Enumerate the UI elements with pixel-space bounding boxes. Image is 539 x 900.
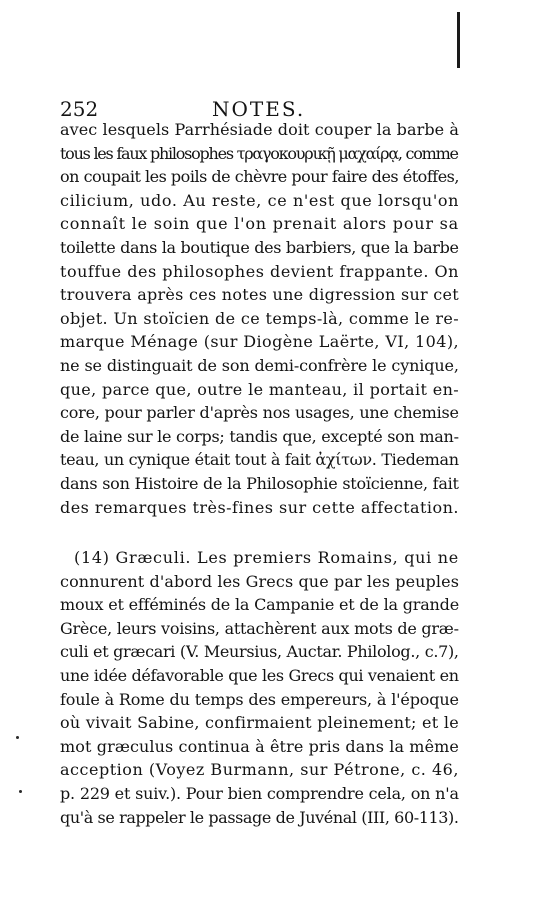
page-number: 252 xyxy=(60,97,99,121)
text-line: objet. Un stoïcien de ce temps-là, comme le re- xyxy=(60,308,459,328)
text-line: avec lesquels Parrhésiade doit couper la barbe à xyxy=(60,120,459,139)
text-line: touffue des philosophes devient frappante. On xyxy=(60,261,459,281)
text-line: une idée défavorable que les Grecs qui venaient en xyxy=(60,665,459,685)
text-line: core, pour parler d'après nos usages, une chemise xyxy=(60,403,459,423)
notes-paragraph-2 xyxy=(60,546,460,829)
text-line: marque Ménage (sur Diogène Laërte, VI, 104), xyxy=(60,332,459,352)
text-line: trouvera après ces notes une digression sur cet xyxy=(60,285,459,305)
text-line: acception (Voyez Burmann, sur Pétrone, c. 46, xyxy=(60,760,459,780)
text-line: ne se distinguait de son demi-confrère le cynique, xyxy=(60,355,459,375)
text-line: cilicium, udo. Au reste, ce n'est que lorsqu'on xyxy=(60,190,459,210)
text-line: mot græculus continua à être pris dans la même xyxy=(60,736,459,756)
text-line: culi et græcari (V. Meursius, Auctar. Philolog., c.7), xyxy=(60,642,459,662)
text-line: Grèce, leurs voisins, attachèrent aux mots de græ- xyxy=(60,618,459,638)
text-line: de laine sur le corps; tandis que, excepté son man- xyxy=(60,426,459,446)
text-line: où vivait Sabine, confirmaient pleinement; et le xyxy=(60,713,459,733)
text-line: p. 229 et suiv.). Pour bien comprendre cela, on n'a xyxy=(60,783,459,803)
text-line: (14) Græculi. Les premiers Romains, qui ne xyxy=(74,548,459,567)
text-line: toilette dans la boutique des barbiers, que la barbe xyxy=(60,237,459,257)
text-line: que, parce que, outre le manteau, il portait en- xyxy=(60,379,460,399)
text-line: connaît le soin que l'on prenait alors pour sa xyxy=(60,214,459,234)
margin-speck xyxy=(16,736,19,739)
margin-speck xyxy=(19,790,22,793)
margin-rule-mark xyxy=(457,12,460,68)
text-line: teau, un cynique était tout à fait ἀχίτων. Tiedeman xyxy=(60,450,459,470)
text-line: foule à Rome du temps des empereurs, à l'époque xyxy=(60,689,459,709)
notes-paragraph-1 xyxy=(60,118,460,519)
text-line: moux et efféminés de la Campanie et de la grande xyxy=(60,595,459,615)
text-line: qu'à se rappeler le passage de Juvénal (III, 60-113). xyxy=(60,807,459,827)
text-line: tous les faux philosophes τραγοκουρικῇ μαχαίρᾳ, comme xyxy=(60,143,458,163)
text-line: connurent d'abord les Grecs que par les peuples xyxy=(60,571,460,591)
running-head: NOTES. xyxy=(212,97,306,121)
text-line: des remarques très-fines sur cette affectation. xyxy=(60,497,459,517)
text-line: on coupait les poils de chèvre pour faire des étoffes, xyxy=(60,167,459,187)
text-line: dans son Histoire de la Philosophie stoïcienne, fait xyxy=(60,473,459,493)
